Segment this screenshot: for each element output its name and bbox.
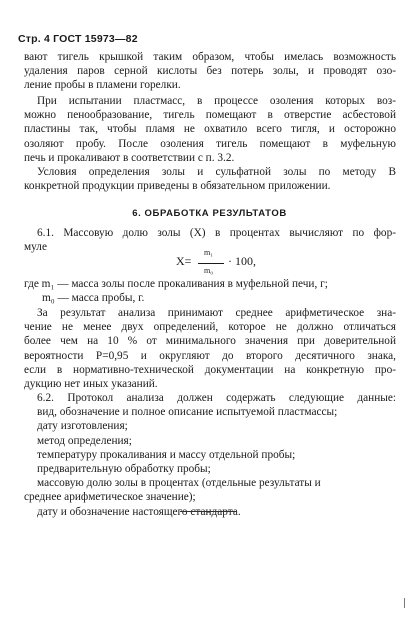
text-line: муле [24, 241, 47, 254]
text-line: дукцию нет иных указаний. [24, 377, 158, 390]
text-line: температуру прокаливания и массу отдельной пробы; [37, 448, 296, 461]
text-line: можно пенообразование, тигель помещают в отверстие асбестовой [24, 109, 396, 122]
paragraph-plastics [24, 94, 396, 165]
text-line: ление пробы в пламени горелки. [24, 79, 181, 92]
where-clause [24, 277, 396, 305]
fraction-bar [198, 263, 224, 264]
text-line: чение не менее двух определений, которое не должно отличаться [24, 321, 396, 334]
text-line: При испытании пластмасс, в процессе озоления которых воз- [37, 95, 396, 107]
text-line: пластины так, чтобы пламя не охватило всего тигля, и осторожно [24, 123, 396, 136]
paragraph-result [24, 306, 396, 391]
margin-mark [404, 598, 405, 608]
text-line: 6.1. Массовую долю золы (X) в процентах вычисляют по фор- [37, 227, 396, 239]
text-line: m₀ — масса пробы, г. [42, 292, 145, 305]
text-line: среднее арифметическое значение); [24, 491, 196, 504]
text-line: печь и прокаливают в соответствии с п. 3.2. [24, 151, 235, 164]
paragraph-top [24, 50, 396, 93]
text-line: 6.2. Протокол анализа должен содержать следующие данные: [37, 392, 396, 404]
text-line: более чем на 10 % от минимального значения при доверительной [24, 335, 396, 348]
formula-rhs: · 100, [228, 254, 256, 268]
formula-numerator: m₁ [204, 248, 214, 257]
text-line: дату и обозначение настоящего стандарта. [37, 505, 241, 518]
text-line: За результат анализа принимают среднее арифметическое зна- [37, 307, 396, 319]
section-heading: 6. ОБРАБОТКА РЕЗУЛЬТАТОВ [132, 208, 287, 219]
end-rule [180, 511, 237, 512]
paragraph-conditions [24, 165, 396, 193]
paragraph-6-2 [24, 391, 396, 519]
page-header: Стр. 4 ГОСТ 15973—82 [18, 33, 138, 45]
text-line: Условия определения золы и сульфатной золы по методу В [37, 166, 396, 178]
formula-lhs: X= [176, 254, 192, 268]
text-line: метод определения; [37, 434, 132, 447]
text-line: озоляют пробу. После озоления тигель помещают в муфельную [24, 137, 396, 150]
text-line: вид, обозначение и полное описание испытуемой пластмассы; [37, 406, 338, 419]
text-line: вероятности P=0,95 и округляют до второго десятичного знака, [24, 349, 396, 362]
text-line: если в нормативно-технической документации на конкретную про- [24, 363, 396, 376]
text-line: дату изготовления; [37, 420, 128, 433]
text-line: вают тигель крышкой таким образом, чтобы имелась возможность [24, 51, 396, 63]
text-line: массовую долю золы в процентах (отдельные результаты и [37, 477, 321, 490]
text-line: предварительную обработку пробы; [37, 463, 211, 475]
text-line: где m₁ — масса золы после прокаливания в муфельной печи, г; [24, 278, 328, 290]
formula-denominator: m₀ [204, 266, 214, 275]
text-line: удаления паров серной кислоты без потерь золы, и проводят озо- [24, 65, 396, 78]
text-line: конкретной продукции приведены в обязательном приложении. [24, 180, 331, 193]
